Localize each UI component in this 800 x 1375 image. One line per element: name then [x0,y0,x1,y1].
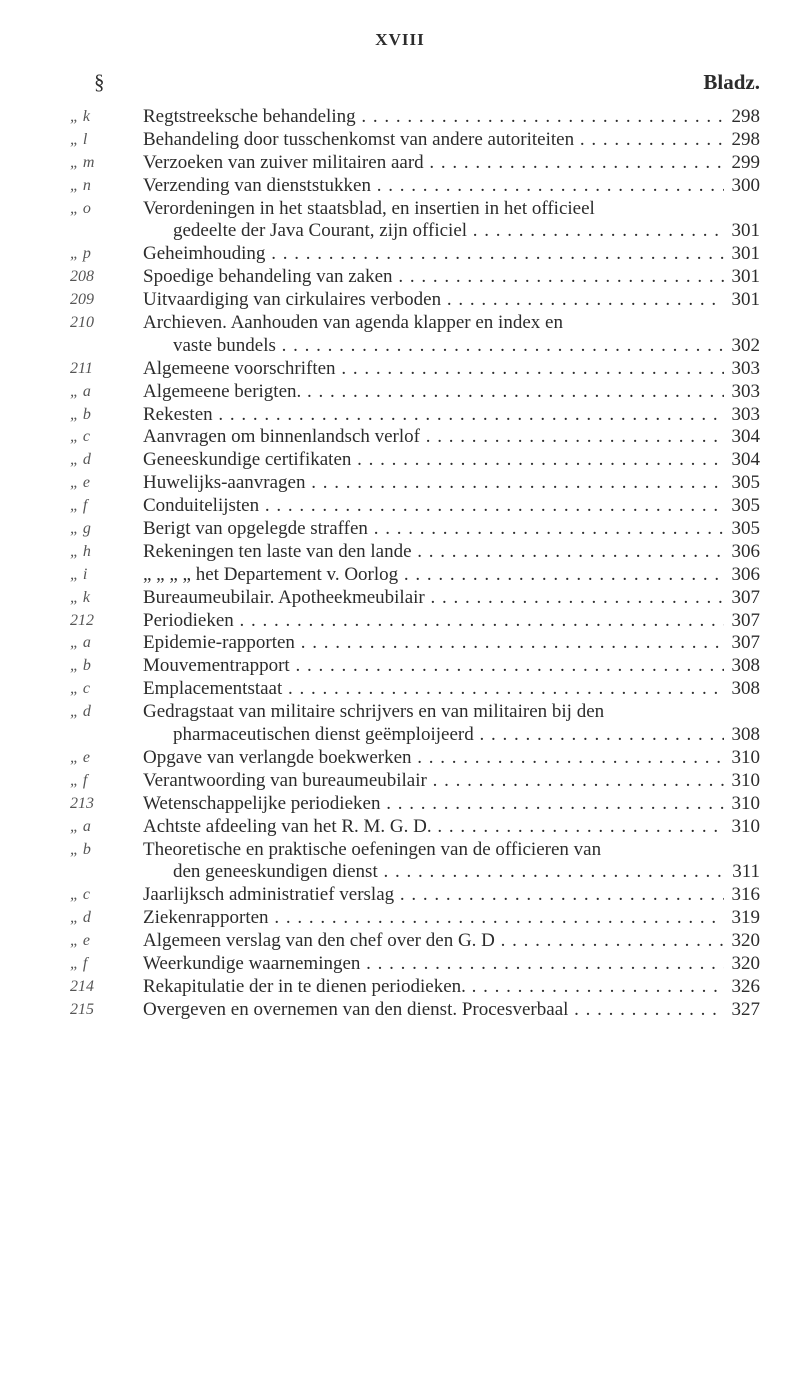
toc-section-number: „ i [70,565,88,583]
toc-title: Aanvragen om binnenlandsch verlof . . [143,426,724,449]
toc-title: Archieven. Aanhouden van agenda klapper en index en [143,312,563,334]
toc-page-number: 305 [731,472,760,494]
toc-section-number: „ a [70,382,91,400]
toc-entry [70,976,760,999]
toc-entry [70,724,760,747]
toc-entry [70,106,760,129]
toc-title: Geheimhouding . . [143,243,724,266]
toc-entry [70,426,760,449]
toc-page-number: 301 [731,243,760,265]
toc-page-number: 308 [731,678,760,700]
toc-entry [70,839,760,862]
toc-page-number: 298 [731,128,760,150]
toc-page-number: 308 [731,655,760,677]
toc-section-number: „ g [70,520,91,538]
toc-section-number: „ b [70,657,91,675]
toc-title: Berigt van opgelegde straffen . . [143,518,724,541]
toc-title: den geneeskundigen dienst . . [173,861,724,884]
toc-title: Geneeskundige certifikaten . . [143,449,724,472]
toc-entry [70,953,760,976]
toc-entry [70,289,760,312]
toc-title: Conduitelijsten . . [143,495,724,518]
toc-section-number: „ p [70,245,91,263]
toc-title: „ „ „ „ het Departement v. Oorlog . . [143,564,724,587]
toc-title: Ziekenrapporten . . [143,907,724,930]
toc-entry [70,678,760,701]
toc-title: Huwelijks-aanvragen . . [143,472,724,495]
toc-page-number: 320 [731,952,760,974]
toc-page-number: 302 [731,334,760,356]
toc-section-number: „ k [70,588,90,606]
toc-page-number: 316 [731,884,760,906]
toc-page-number: 305 [731,518,760,540]
toc-title: Verantwoording van bureaumeubilair . . [143,770,724,793]
toc-entry [70,907,760,930]
toc-title: Spoedige behandeling van zaken . . [143,266,724,289]
toc-entry [70,243,760,266]
toc-section-number: „ c [70,886,90,904]
toc-section-number: „ d [70,703,91,721]
toc-entry [70,655,760,678]
toc-title: Gedragstaat van militaire schrijvers en van militairen bij den [143,701,605,723]
toc-section-number: 214 [70,977,94,995]
toc-page-number: 305 [731,495,760,517]
toc-section-number: „ e [70,474,90,492]
toc-entry [70,312,760,335]
toc-title: pharmaceutischen dienst geëmploijeerd . . [173,724,724,747]
toc-title: Rekeningen ten laste van den lande . . [143,541,724,564]
toc-entry [70,632,760,655]
toc-page-number: 326 [731,975,760,997]
toc-title: Overgeven en overnemen van den dienst. Procesverbaal . . [143,999,724,1022]
toc-page-number: 306 [731,540,760,562]
toc-title: Verzending van dienststukken . . [143,175,724,198]
toc-page-number: 301 [731,266,760,288]
toc-entry [70,701,760,724]
toc-title: Weerkundige waarnemingen . . [143,953,724,976]
toc-page-number: 320 [731,930,760,952]
toc-entry [70,861,760,884]
toc-title: Regtstreeksche behandeling . . [143,106,724,129]
toc-section-number: „ m [70,153,95,171]
toc-section-number: „ l [70,130,88,148]
toc-entry [70,129,760,152]
toc-section-number: 208 [70,268,94,286]
toc-entry [70,175,760,198]
toc-page-number: 307 [731,609,760,631]
toc-page-number: 310 [731,769,760,791]
toc-page-number: 301 [731,220,760,242]
toc-entry [70,495,760,518]
toc-page-number: 319 [731,907,760,929]
toc-entry [70,404,760,427]
toc-entry [70,381,760,404]
toc-section-number: „ e [70,932,90,950]
toc-section-number: „ f [70,771,88,789]
toc-section-number: „ h [70,542,91,560]
toc-page-number: 307 [731,586,760,608]
toc-title: Jaarlijksch administratief verslag . . [143,884,724,907]
toc-page-number: 310 [731,792,760,814]
toc-section-number: „ b [70,840,91,858]
toc-title: Wetenschappelijke periodieken . . [143,793,724,816]
toc-section-number: „ n [70,176,91,194]
toc-title: Algemeene berigten. . . [143,381,724,404]
toc-section-number: „ e [70,748,90,766]
toc-entry [70,747,760,770]
toc-page-number: 306 [731,563,760,585]
toc-entry [70,518,760,541]
toc-page-number: 308 [731,724,760,746]
toc-page-number: 311 [732,861,760,883]
toc-title: Rekapitulatie der in te dienen periodieken. . . [143,976,724,999]
toc-title: Theoretische en praktische oefeningen van de officieren van [143,838,602,860]
toc-entry [70,266,760,289]
toc-section-number: 211 [70,359,93,377]
page-number: XVIII [375,30,425,49]
toc-title: Behandeling door tusschenkomst van andere autoriteiten . . [143,129,724,152]
toc-section-number: 212 [70,611,94,629]
toc-page-number: 300 [731,174,760,196]
toc-title: Emplacementstaat . . [143,678,724,701]
toc-title: Achtste afdeeling van het R. M. G. D. . . [143,816,724,839]
toc-title: Bureaumeubilair. Apotheekmeubilair . . [143,587,724,610]
toc-section-number: „ b [70,405,91,423]
toc-section-number: „ d [70,909,91,927]
toc-entry [70,564,760,587]
toc-page-number: 310 [731,746,760,768]
toc-entry [70,587,760,610]
toc-entry [70,152,760,175]
toc-section-number: „ c [70,680,90,698]
toc-page-number: 301 [731,289,760,311]
toc-entry [70,335,760,358]
toc-entry [70,198,760,221]
toc-entry [70,930,760,953]
toc-page-number: 303 [731,380,760,402]
toc-page-number: 307 [731,632,760,654]
toc-entry [70,999,760,1022]
toc-entry [70,884,760,907]
toc-section-number: „ k [70,108,90,125]
toc-section-number: 210 [70,314,94,332]
page-column-label: Bladz. [703,70,760,94]
toc-section-number: 213 [70,794,94,812]
toc-page-number: 303 [731,357,760,379]
toc-page-number: 303 [731,403,760,425]
toc-section-number: 209 [70,291,94,309]
toc-title: Algemeen verslag van den chef over den G. D . . [143,930,724,953]
toc-title: Verordeningen in het staatsblad, en insertien in het officieel [143,197,595,219]
toc-title: Opgave van verlangde boekwerken . . [143,747,724,770]
toc-page-number: 310 [731,815,760,837]
toc-title: Uitvaardiging van cirkulaires verboden . . [143,289,724,312]
toc-page-number: 299 [731,151,760,173]
section-column-label: § [94,70,105,94]
toc-title: vaste bundels . . [173,335,724,358]
toc-section-number: „ c [70,428,90,446]
toc-entry [70,610,760,633]
toc-entry [70,541,760,564]
toc-page-number: 304 [731,449,760,471]
toc-entry [70,816,760,839]
toc-page-number: 304 [731,426,760,448]
toc-title: Mouvementrapport . . [143,655,724,678]
toc-entry [70,220,760,243]
toc-entry [70,449,760,472]
toc-entry [70,770,760,793]
toc-section-number: „ f [70,497,88,515]
toc-title: Epidemie-rapporten . . [143,632,724,655]
column-header [70,70,760,94]
toc-title: Periodieken . . [143,610,724,633]
toc-title: Rekesten . . [143,404,724,427]
toc-section-number: „ a [70,817,91,835]
toc-section-number: „ a [70,634,91,652]
toc-section-number: „ o [70,199,91,217]
toc-section-number: 215 [70,1000,94,1018]
toc-entry [70,358,760,381]
toc-page-number: 298 [731,106,760,127]
table-of-contents [70,106,760,1022]
toc-title: Algemeene voorschriften . . [143,358,724,381]
toc-entry [70,793,760,816]
toc-title: Verzoeken van zuiver militairen aard . . [143,152,724,175]
toc-section-number: „ d [70,451,91,469]
toc-entry [70,472,760,495]
toc-title: gedeelte der Java Courant, zijn officiel . . [173,220,724,243]
toc-page-number: 327 [731,998,760,1020]
toc-section-number: „ f [70,954,88,972]
